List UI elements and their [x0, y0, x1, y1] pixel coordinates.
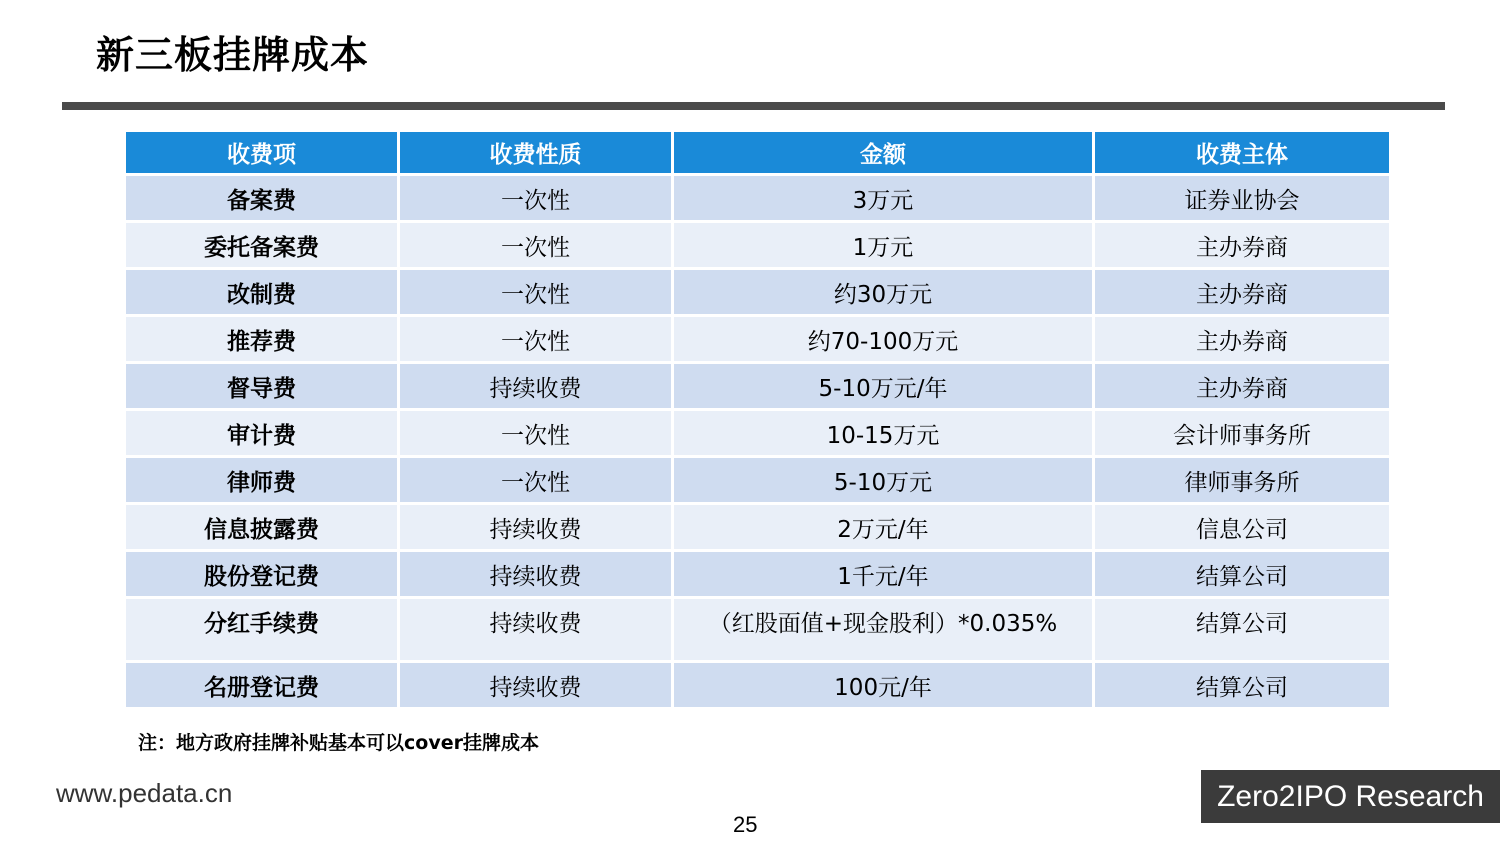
fee-payee-cell: 结算公司 — [1095, 663, 1389, 707]
fee-payee-cell: 信息公司 — [1095, 505, 1389, 549]
table-row — [126, 552, 1389, 596]
fee-item-cell: 改制费 — [126, 270, 397, 314]
fee-item-cell: 委托备案费 — [126, 223, 397, 267]
table-row — [126, 411, 1389, 455]
column-header: 收费主体 — [1095, 132, 1389, 173]
fee-amount-cell: （红股面值+现金股利）*0.035% — [674, 599, 1092, 660]
column-header: 金额 — [674, 132, 1092, 173]
fee-amount-cell: 约30万元 — [674, 270, 1092, 314]
table-row — [126, 270, 1389, 314]
fee-item-cell: 审计费 — [126, 411, 397, 455]
table-row — [126, 663, 1389, 707]
fee-item-cell: 推荐费 — [126, 317, 397, 361]
column-header: 收费项 — [126, 132, 397, 173]
website-url: www.pedata.cn — [56, 778, 233, 808]
table-row — [126, 505, 1389, 549]
title-divider — [62, 102, 1445, 110]
fee-nature-cell: 持续收费 — [400, 599, 671, 660]
fee-amount-cell: 5-10万元 — [674, 458, 1092, 502]
fee-nature-cell: 一次性 — [400, 223, 671, 267]
fee-payee-cell: 主办券商 — [1095, 270, 1389, 314]
table-row — [126, 599, 1389, 660]
fee-item-cell: 备案费 — [126, 176, 397, 220]
fee-payee-cell: 结算公司 — [1095, 599, 1389, 660]
table-row — [126, 176, 1389, 220]
table-header-row — [126, 132, 1389, 173]
fee-payee-cell: 律师事务所 — [1095, 458, 1389, 502]
fee-nature-cell: 持续收费 — [400, 552, 671, 596]
fee-item-cell: 股份登记费 — [126, 552, 397, 596]
fee-payee-cell: 结算公司 — [1095, 552, 1389, 596]
fee-payee-cell: 会计师事务所 — [1095, 411, 1389, 455]
fee-nature-cell: 持续收费 — [400, 663, 671, 707]
fee-item-cell: 信息披露费 — [126, 505, 397, 549]
brand-logo: Zero2IPO Research — [1201, 770, 1500, 823]
footnote: 注：地方政府挂牌补贴基本可以cover挂牌成本 — [138, 732, 539, 754]
fee-payee-cell: 主办券商 — [1095, 317, 1389, 361]
fee-item-cell: 分红手续费 — [126, 599, 397, 660]
page-number: 25 — [733, 812, 758, 837]
fee-payee-cell: 证券业协会 — [1095, 176, 1389, 220]
table-row — [126, 317, 1389, 361]
fee-payee-cell: 主办券商 — [1095, 364, 1389, 408]
fee-amount-cell: 1万元 — [674, 223, 1092, 267]
fee-item-cell: 督导费 — [126, 364, 397, 408]
fee-amount-cell: 约70-100万元 — [674, 317, 1092, 361]
fee-nature-cell: 一次性 — [400, 176, 671, 220]
table-row — [126, 223, 1389, 267]
page-title: 新三板挂牌成本 — [96, 33, 370, 77]
fee-nature-cell: 一次性 — [400, 458, 671, 502]
fee-amount-cell: 1千元/年 — [674, 552, 1092, 596]
fee-amount-cell: 2万元/年 — [674, 505, 1092, 549]
fee-nature-cell: 一次性 — [400, 270, 671, 314]
fee-nature-cell: 持续收费 — [400, 364, 671, 408]
fee-amount-cell: 3万元 — [674, 176, 1092, 220]
fee-nature-cell: 持续收费 — [400, 505, 671, 549]
fee-amount-cell: 10-15万元 — [674, 411, 1092, 455]
table-row — [126, 364, 1389, 408]
fee-amount-cell: 5-10万元/年 — [674, 364, 1092, 408]
table-row — [126, 458, 1389, 502]
fee-nature-cell: 一次性 — [400, 411, 671, 455]
fee-item-cell: 律师费 — [126, 458, 397, 502]
fee-nature-cell: 一次性 — [400, 317, 671, 361]
fee-payee-cell: 主办券商 — [1095, 223, 1389, 267]
column-header: 收费性质 — [400, 132, 671, 173]
fee-amount-cell: 100元/年 — [674, 663, 1092, 707]
fee-table — [123, 129, 1392, 710]
fee-item-cell: 名册登记费 — [126, 663, 397, 707]
